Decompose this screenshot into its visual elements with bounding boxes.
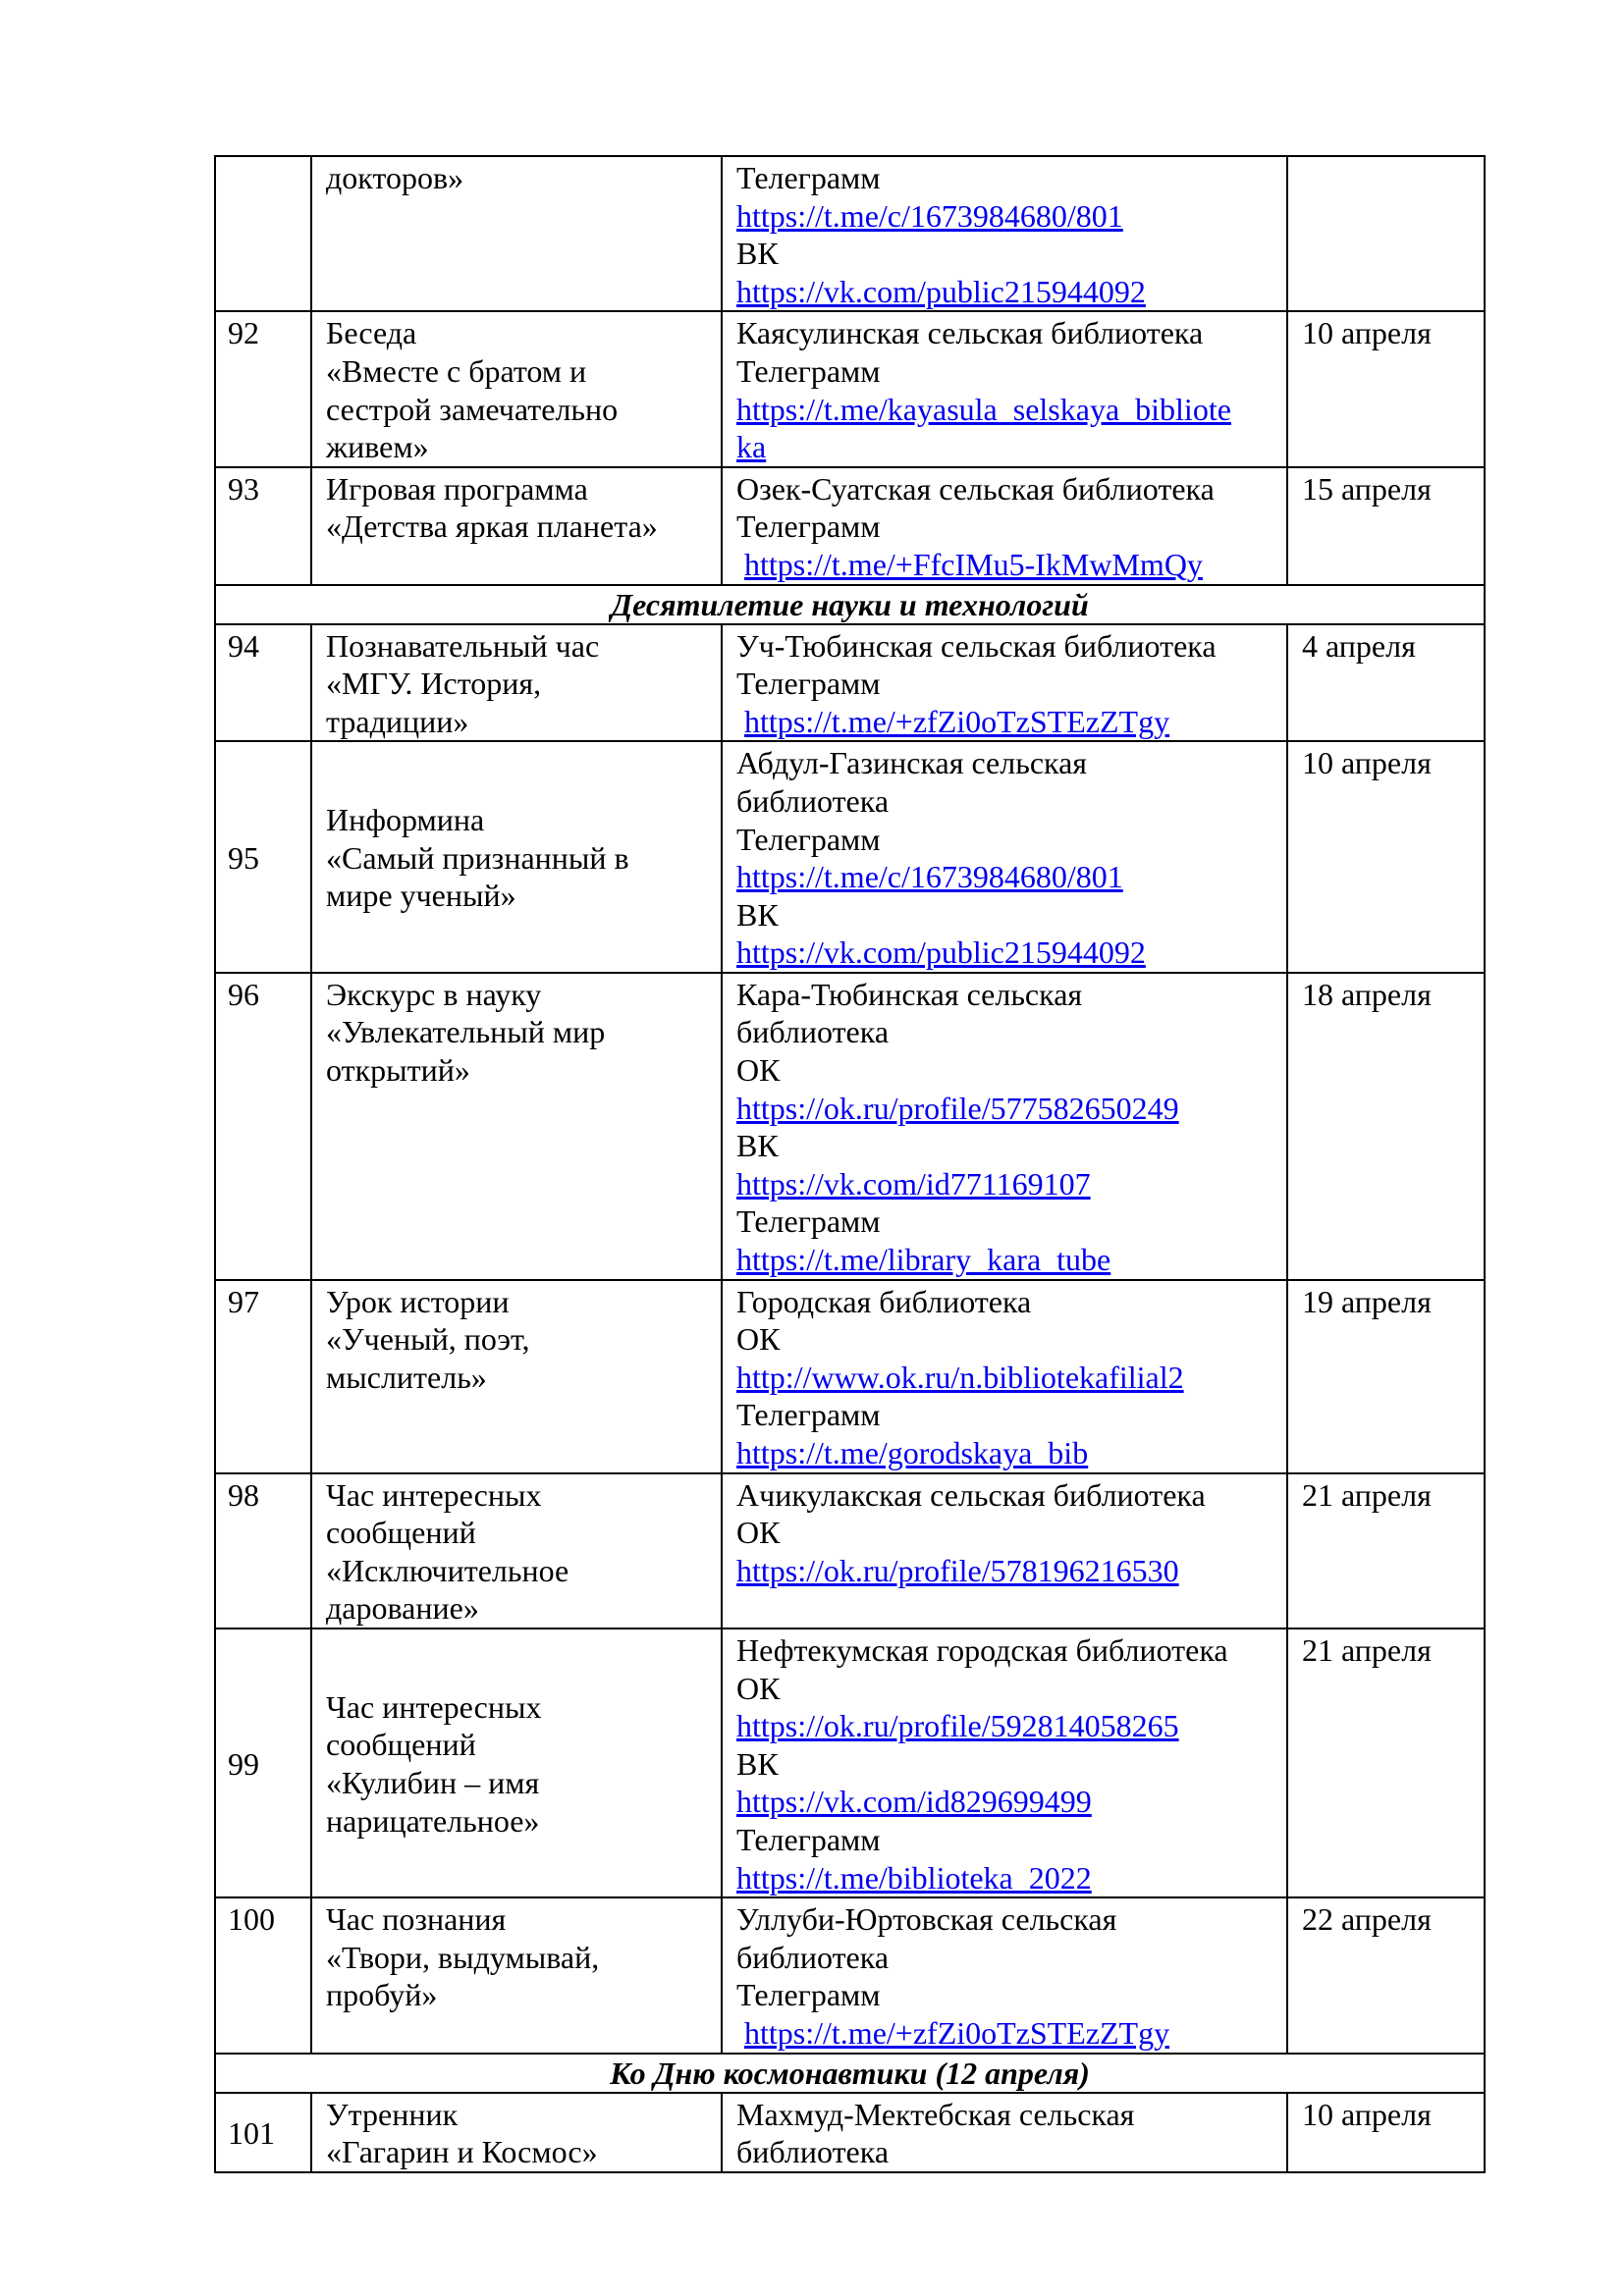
event-text-line: нарицательное»: [326, 1802, 540, 1839]
event-text-line: Игровая программа: [326, 470, 588, 507]
row-number: 99: [215, 1629, 311, 1897]
venue-link[interactable]: https://t.me/+zfZi0oTzSTEzZTgy: [744, 703, 1170, 739]
events-table: [214, 155, 1486, 2173]
event-date: 10 апреля: [1287, 311, 1485, 466]
event-text-line: Час познания: [326, 1901, 507, 1938]
event-text-line: «Твори, выдумывай,: [326, 1939, 600, 1975]
venue-text-line: Махмуд-Мектебская сельская: [736, 2096, 1135, 2132]
venue-text-line: Телеграмм: [736, 1977, 881, 2013]
event-text-line: пробуй»: [326, 1977, 438, 2013]
event-cell: [311, 1473, 722, 1629]
venue-link[interactable]: https://vk.com/id771169107: [736, 1165, 1091, 1201]
venue-link[interactable]: https://ok.ru/profile/578196216530: [736, 1552, 1179, 1588]
event-text-line: Экскурс в науку: [326, 976, 542, 1012]
event-text-line: живем»: [326, 429, 429, 465]
venue-text-line: Телеграмм: [736, 508, 881, 545]
section-heading: Ко Дню космонавтики (12 апреля): [215, 2054, 1485, 2093]
event-text-line: Утренник: [326, 2096, 459, 2132]
event-text-line: «Увлекательный мир: [326, 1014, 606, 1050]
row-number: 93: [215, 467, 311, 585]
table-row: [215, 156, 1485, 311]
venue-text-line: библиотека: [736, 1014, 890, 1050]
row-number: 101: [215, 2093, 311, 2172]
event-text-line: «Детства яркая планета»: [326, 508, 658, 545]
row-number: 94: [215, 624, 311, 742]
venue-text-line: Кара-Тюбинская сельская: [736, 976, 1083, 1012]
event-text-line: докторов»: [326, 160, 464, 195]
row-number: 95: [215, 741, 311, 973]
venue-cell: [722, 467, 1287, 585]
venue-link[interactable]: http://www.ok.ru/n.bibliotekafilial2: [736, 1359, 1184, 1395]
table-row: [215, 1897, 1485, 2053]
venue-cell: [722, 1629, 1287, 1897]
event-text-line: «Ученый, поэт,: [326, 1321, 530, 1358]
venue-text-line: ВК: [736, 1745, 779, 1782]
event-cell: [311, 1897, 722, 2053]
table-row: [215, 973, 1485, 1280]
events-table-body: [215, 156, 1485, 2172]
venue-text-line: Телеграмм: [736, 1397, 881, 1433]
venue-link[interactable]: https://t.me/c/1673984680/801: [736, 859, 1123, 895]
table-row: [215, 741, 1485, 973]
event-date: 10 апреля: [1287, 741, 1485, 973]
venue-text-line: библиотека: [736, 2134, 890, 2170]
row-number: 97: [215, 1280, 311, 1473]
event-cell: [311, 973, 722, 1280]
event-cell: [311, 741, 722, 973]
venue-text-line: ОК: [736, 1052, 781, 1089]
venue-link[interactable]: https://t.me/biblioteka_2022: [736, 1859, 1092, 1896]
event-date: [1287, 156, 1485, 311]
event-cell: [311, 311, 722, 466]
table-row: [215, 2093, 1485, 2172]
venue-text-line: ВК: [736, 896, 779, 933]
venue-text-line: Абдул-Газинская сельская: [736, 745, 1087, 781]
event-text-line: Час интересных: [326, 1476, 542, 1513]
row-number: 98: [215, 1473, 311, 1629]
event-text-line: Урок истории: [326, 1283, 510, 1319]
venue-cell: [722, 624, 1287, 742]
venue-text-line: Телеграмм: [736, 1821, 881, 1857]
event-text-line: Беседа: [326, 315, 417, 351]
venue-text-line: Телеграмм: [736, 821, 881, 857]
venue-link[interactable]: https://t.me/library_kara_tube: [736, 1242, 1111, 1278]
venue-cell: [722, 1280, 1287, 1473]
event-cell: [311, 467, 722, 585]
event-text-line: «Гагарин и Космос»: [326, 2134, 598, 2170]
table-row: [215, 467, 1485, 585]
venue-link[interactable]: https://ok.ru/profile/577582650249: [736, 1090, 1179, 1126]
venue-cell: [722, 973, 1287, 1280]
row-number: 96: [215, 973, 311, 1280]
venue-cell: [722, 2093, 1287, 2172]
venue-cell: [722, 1473, 1287, 1629]
event-text-line: «Кулибин – имя: [326, 1765, 540, 1801]
venue-text-line: Телеграмм: [736, 1203, 881, 1240]
event-text-line: дарование»: [326, 1590, 479, 1627]
venue-cell: [722, 1897, 1287, 2053]
event-text-line: Познавательный час: [326, 627, 600, 664]
row-number: [215, 156, 311, 311]
event-text-line: «МГУ. История,: [326, 666, 542, 702]
section-heading: Десятилетие науки и технологий: [215, 585, 1485, 624]
event-date: 10 апреля: [1287, 2093, 1485, 2172]
venue-text-line: библиотека: [736, 1939, 890, 1975]
event-date: 21 апреля: [1287, 1473, 1485, 1629]
venue-cell: [722, 156, 1287, 311]
venue-text-line: Уллуби-Юртовская сельская: [736, 1901, 1117, 1938]
event-text-line: Информина: [326, 802, 485, 838]
venue-text-line: Каясулинская сельская библиотека: [736, 315, 1204, 351]
event-date: 21 апреля: [1287, 1629, 1485, 1897]
event-cell: [311, 1280, 722, 1473]
event-date: 15 апреля: [1287, 467, 1485, 585]
event-text-line: Час интересных: [326, 1688, 542, 1725]
table-row: [215, 624, 1485, 742]
table-row: [215, 311, 1485, 466]
section-row: [215, 2054, 1485, 2093]
venue-link[interactable]: https://vk.com/public215944092: [736, 273, 1146, 309]
venue-text-line: Городская библиотека: [736, 1283, 1032, 1319]
venue-text-line: Ачикулакская сельская библиотека: [736, 1476, 1206, 1513]
event-cell: [311, 624, 722, 742]
row-number: 100: [215, 1897, 311, 2053]
event-text-line: мире ученый»: [326, 878, 516, 914]
venue-cell: [722, 741, 1287, 973]
event-text-line: сообщений: [326, 1727, 476, 1763]
event-cell: [311, 2093, 722, 2172]
venue-text-line: Телеграмм: [736, 666, 881, 702]
venue-text-line: ВК: [736, 1128, 779, 1164]
venue-link[interactable]: https://t.me/gorodskaya_bib: [736, 1435, 1089, 1470]
event-cell: [311, 156, 722, 311]
row-number: 92: [215, 311, 311, 466]
venue-text-line: библиотека: [736, 782, 890, 819]
venue-text-line: Уч-Тюбинская сельская библиотека: [736, 627, 1217, 664]
venue-text-line: ОК: [736, 1670, 781, 1706]
venue-text-line: ОК: [736, 1321, 781, 1358]
event-date: 19 апреля: [1287, 1280, 1485, 1473]
event-cell: [311, 1629, 722, 1897]
venue-link[interactable]: https://ok.ru/profile/592814058265: [736, 1708, 1179, 1744]
venue-text-line: Нефтекумская городская библиотека: [736, 1631, 1228, 1668]
venue-link[interactable]: https://t.me/c/1673984680/801: [736, 197, 1123, 234]
venue-link[interactable]: https://t.me/kayasula_selskaya_bibliote: [736, 391, 1231, 427]
venue-text-line: Телеграмм: [736, 352, 881, 389]
venue-cell: [722, 311, 1287, 466]
event-date: 18 апреля: [1287, 973, 1485, 1280]
event-text-line: сестрой замечательно: [326, 391, 619, 427]
venue-text-line: ВК: [736, 236, 779, 272]
event-text-line: мыслитель»: [326, 1359, 487, 1395]
venue-link[interactable]: ka: [736, 429, 767, 465]
event-text-line: «Исключительное: [326, 1552, 569, 1588]
section-row: [215, 585, 1485, 624]
table-row: [215, 1473, 1485, 1629]
event-text-line: «Вместе с братом и: [326, 352, 587, 389]
table-row: [215, 1629, 1485, 1897]
event-text-line: сообщений: [326, 1515, 476, 1551]
event-text-line: открытий»: [326, 1052, 470, 1089]
venue-link[interactable]: https://vk.com/id829699499: [736, 1784, 1092, 1820]
venue-link[interactable]: https://t.me/+zfZi0oTzSTEzZTgy: [744, 2014, 1170, 2051]
event-date: 4 апреля: [1287, 624, 1485, 742]
venue-link[interactable]: https://t.me/+FfcIMu5-IkMwMmQy: [744, 546, 1203, 582]
event-date: 22 апреля: [1287, 1897, 1485, 2053]
venue-text-line: ОК: [736, 1515, 781, 1551]
table-row: [215, 1280, 1485, 1473]
venue-link[interactable]: https://vk.com/public215944092: [736, 934, 1146, 971]
venue-text-line: Озек-Суатская сельская библиотека: [736, 470, 1215, 507]
venue-text-line: Телеграмм: [736, 160, 881, 195]
event-text-line: «Самый признанный в: [326, 839, 629, 876]
event-text-line: традиции»: [326, 703, 469, 739]
